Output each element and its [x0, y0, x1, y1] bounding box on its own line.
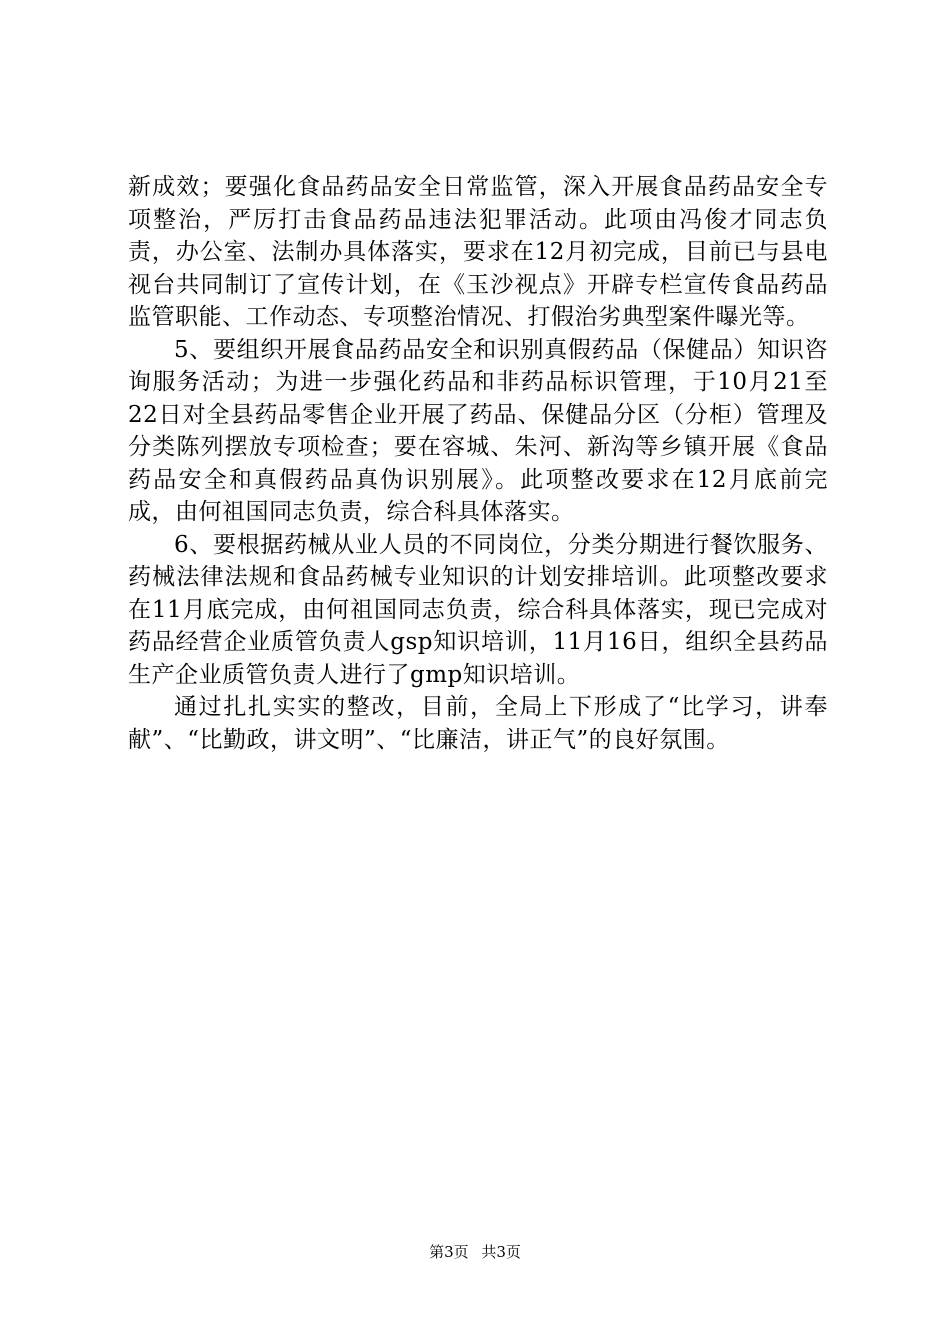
page-footer [0, 1242, 950, 1262]
paragraph-item-5: 5、要组织开展食品药品安全和识别真假药品（保健品）知识咨询服务活动；为进一步强化药品和非药品标识管理，于10月21至22日对全县药品零售企业开展了药品、保健品分区（分柜）管理及分类陈列摆放专项检查；要在容城、朱河、新沟等乡镇开展《食品药品安全和真假药品真伪识别展》。此项整改要求在12月底前完成，由何祖国同志负责，综合科具体落实。 [128, 336, 828, 525]
page-total: 共3页 [481, 1243, 521, 1261]
document-body [128, 171, 828, 756]
paragraph-conclusion: 通过扎扎实实的整改，目前，全局上下形成了“比学习，讲奉献”、“比勤政，讲文明”、“比廉洁，讲正气”的良好氛围。 [128, 694, 828, 753]
page-number: 第3页 [429, 1243, 469, 1261]
paragraph-continuation: 新成效；要强化食品药品安全日常监管，深入开展食品药品安全专项整治，严厉打击食品药品违法犯罪活动。此项由冯俊才同志负责，办公室、法制办具体落实，要求在12月初完成，目前已与县电视台共同制订了宣传计划，在《玉沙视点》开辟专栏宣传食品药品监管职能、工作动态、专项整治情况、打假治劣典型案件曝光等。 [128, 174, 828, 330]
paragraph-item-6: 6、要根据药械从业人员的不同岗位，分类分期进行餐饮服务、药械法律法规和食品药械专业知识的计划安排培训。此项整改要求在11月底完成，由何祖国同志负责，综合科具体落实，现已完成对药品经营企业质管负责人gsp知识培训，11月16日，组织全县药品生产企业质管负责人进行了gmp知识培训。 [128, 531, 828, 688]
